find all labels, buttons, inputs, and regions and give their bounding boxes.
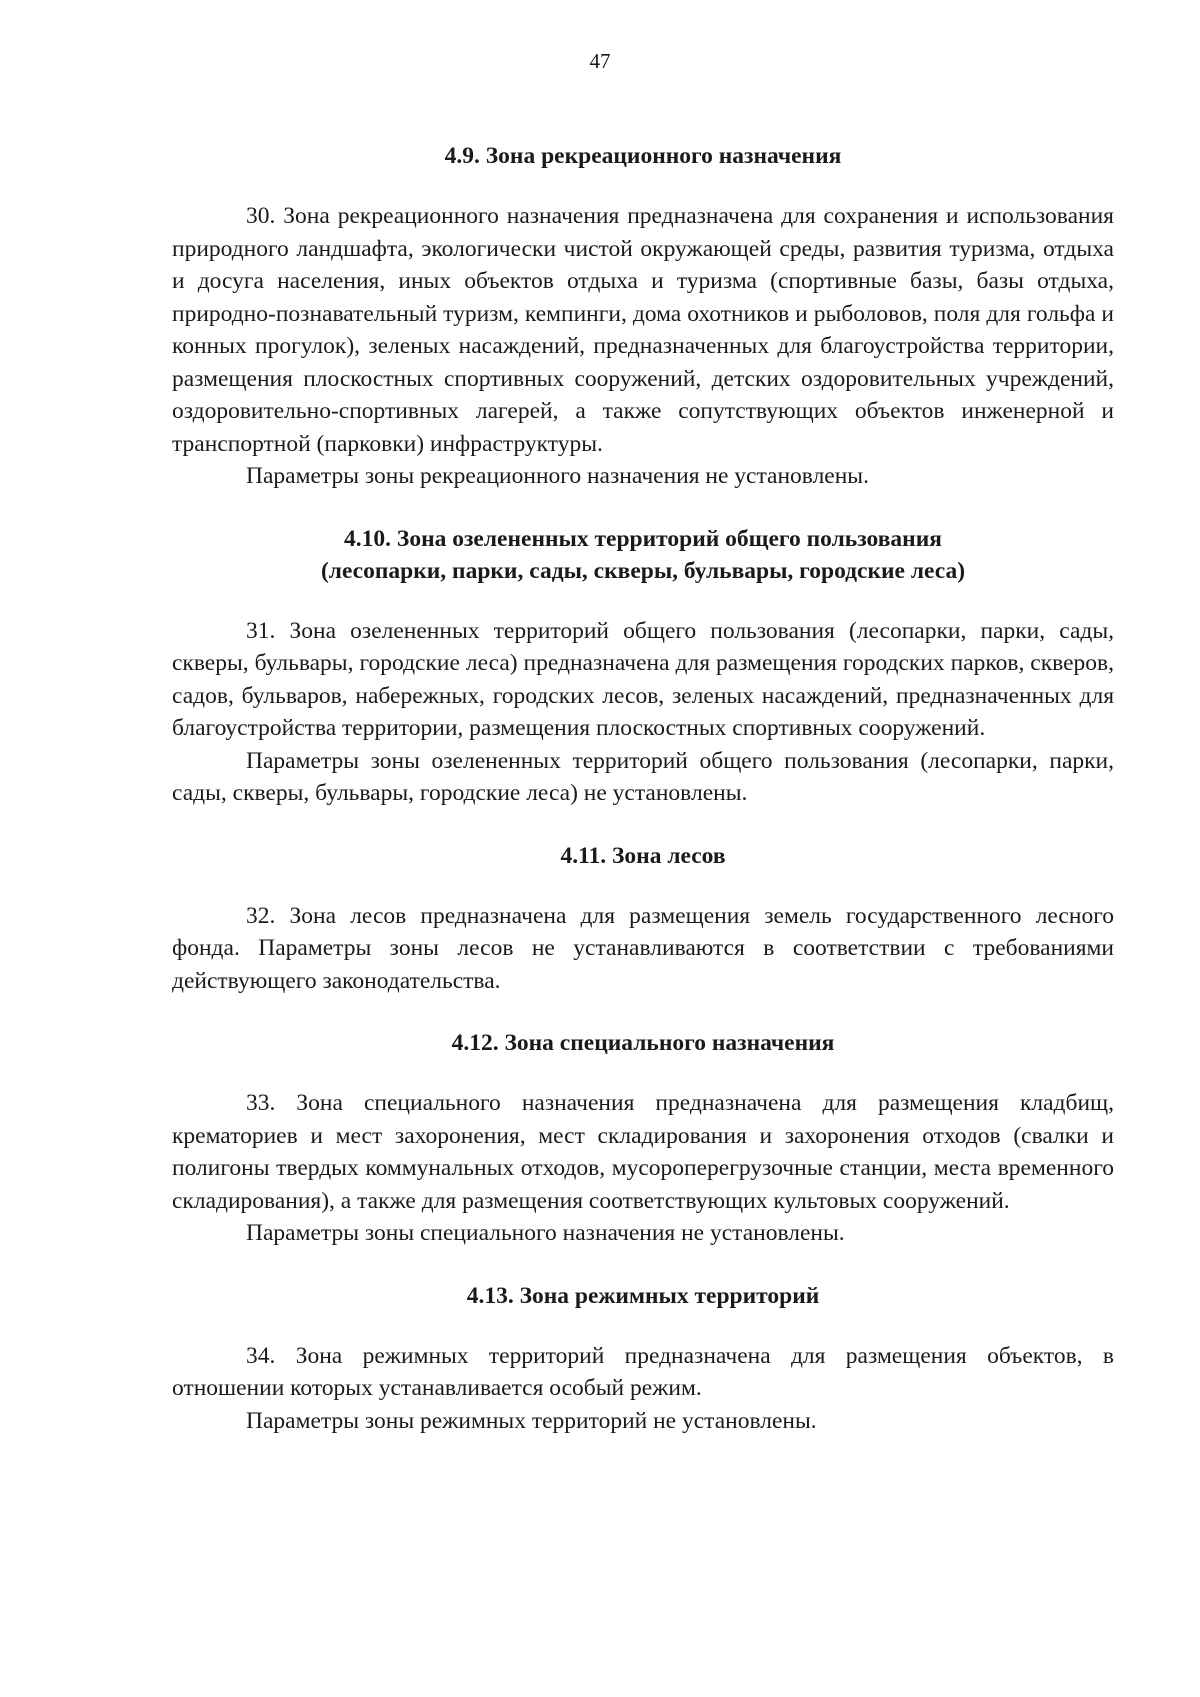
paragraph: 34. Зона режимных территорий предназначена для размещения объектов, в отношении которых устанавливается особый режим. [172, 1342, 1114, 1401]
paragraph: Параметры зоны режимных территорий не установлены. [246, 1407, 817, 1434]
document-body [172, 140, 1114, 1437]
paragraph: 30. Зона рекреационного назначения предназначена для сохранения и использования природного ландшафта, экологически чистой окружающей среды, развития туризма, отдыха и досуга населения, иных объектов отдыха и туризма (спортивные базы, базы отдыха, природно-познавательный туризм, кемпинги, дома охотников и рыболовов, поля для гольфа и конных прогулок), зеленых насаждений, предназначенных для благоустройства территории, размещения плоскостных спортивных сооружений, детских оздоровительных учреждений, оздоровительно-спортивных лагерей, а также сопутствующих объектов инженерной и транспортной (парковки) инфраструктуры. [172, 203, 1114, 457]
heading-line: 4.9. Зона рекреационного назначения [444, 143, 842, 169]
heading-line: 4.13. Зона режимных территорий [466, 1282, 820, 1309]
paragraph: 33. Зона специального назначения предназначена для размещения кладбищ, крематориев и мест захоронения, мест складирования и захоронения отходов (свалки и полигоны твердых коммунальных отходов, мусороперегрузочные станции, места временного складирования), а также для размещения соответствующих культовых сооружений. [172, 1090, 1114, 1214]
heading-line: 4.10. Зона озелененных территорий общего пользования [344, 525, 942, 552]
section-heading [172, 1027, 1114, 1059]
paragraph: Параметры зоны рекреационного назначения не установлены. [246, 463, 869, 489]
heading-line: 4.12. Зона специального назначения [451, 1030, 835, 1056]
section-heading [172, 1280, 1114, 1312]
paragraph: 32. Зона лесов предназначена для размещения земель государственного лесного фонда. Параметры зоны лесов не устанавливаются в соответствии с требованиями действующего законодательства. [172, 902, 1114, 994]
paragraph: Параметры зоны специального назначения не установлены. [246, 1220, 845, 1246]
heading-line: 4.11. Зона лесов [560, 842, 726, 869]
section-4-10 [172, 523, 1114, 810]
section-4-12 [172, 1027, 1114, 1250]
section-heading [172, 140, 1114, 172]
paragraph: Параметры зоны озелененных территорий общего пользования (лесопарки, парки, сады, скверы, бульвары, городские леса) не установлены. [172, 747, 1114, 806]
section-4-13 [172, 1280, 1114, 1438]
section-heading [172, 840, 1114, 872]
section-heading [172, 523, 1114, 587]
heading-line: (лесопарки, парки, сады, скверы, бульвары, городские леса) [320, 557, 966, 584]
page-number: 47 [589, 49, 611, 73]
section-4-9 [172, 140, 1114, 493]
section-4-11 [172, 840, 1114, 998]
paragraph: 31. Зона озелененных территорий общего пользования (лесопарки, парки, сады, скверы, бульвары, городские леса) предназначена для размещения городских парков, скверов, садов, бульваров, набережных, городских лесов, зеленых насаждений, предназначенных для благоустройства территории, размещения плоскостных спортивных сооружений. [172, 617, 1114, 741]
